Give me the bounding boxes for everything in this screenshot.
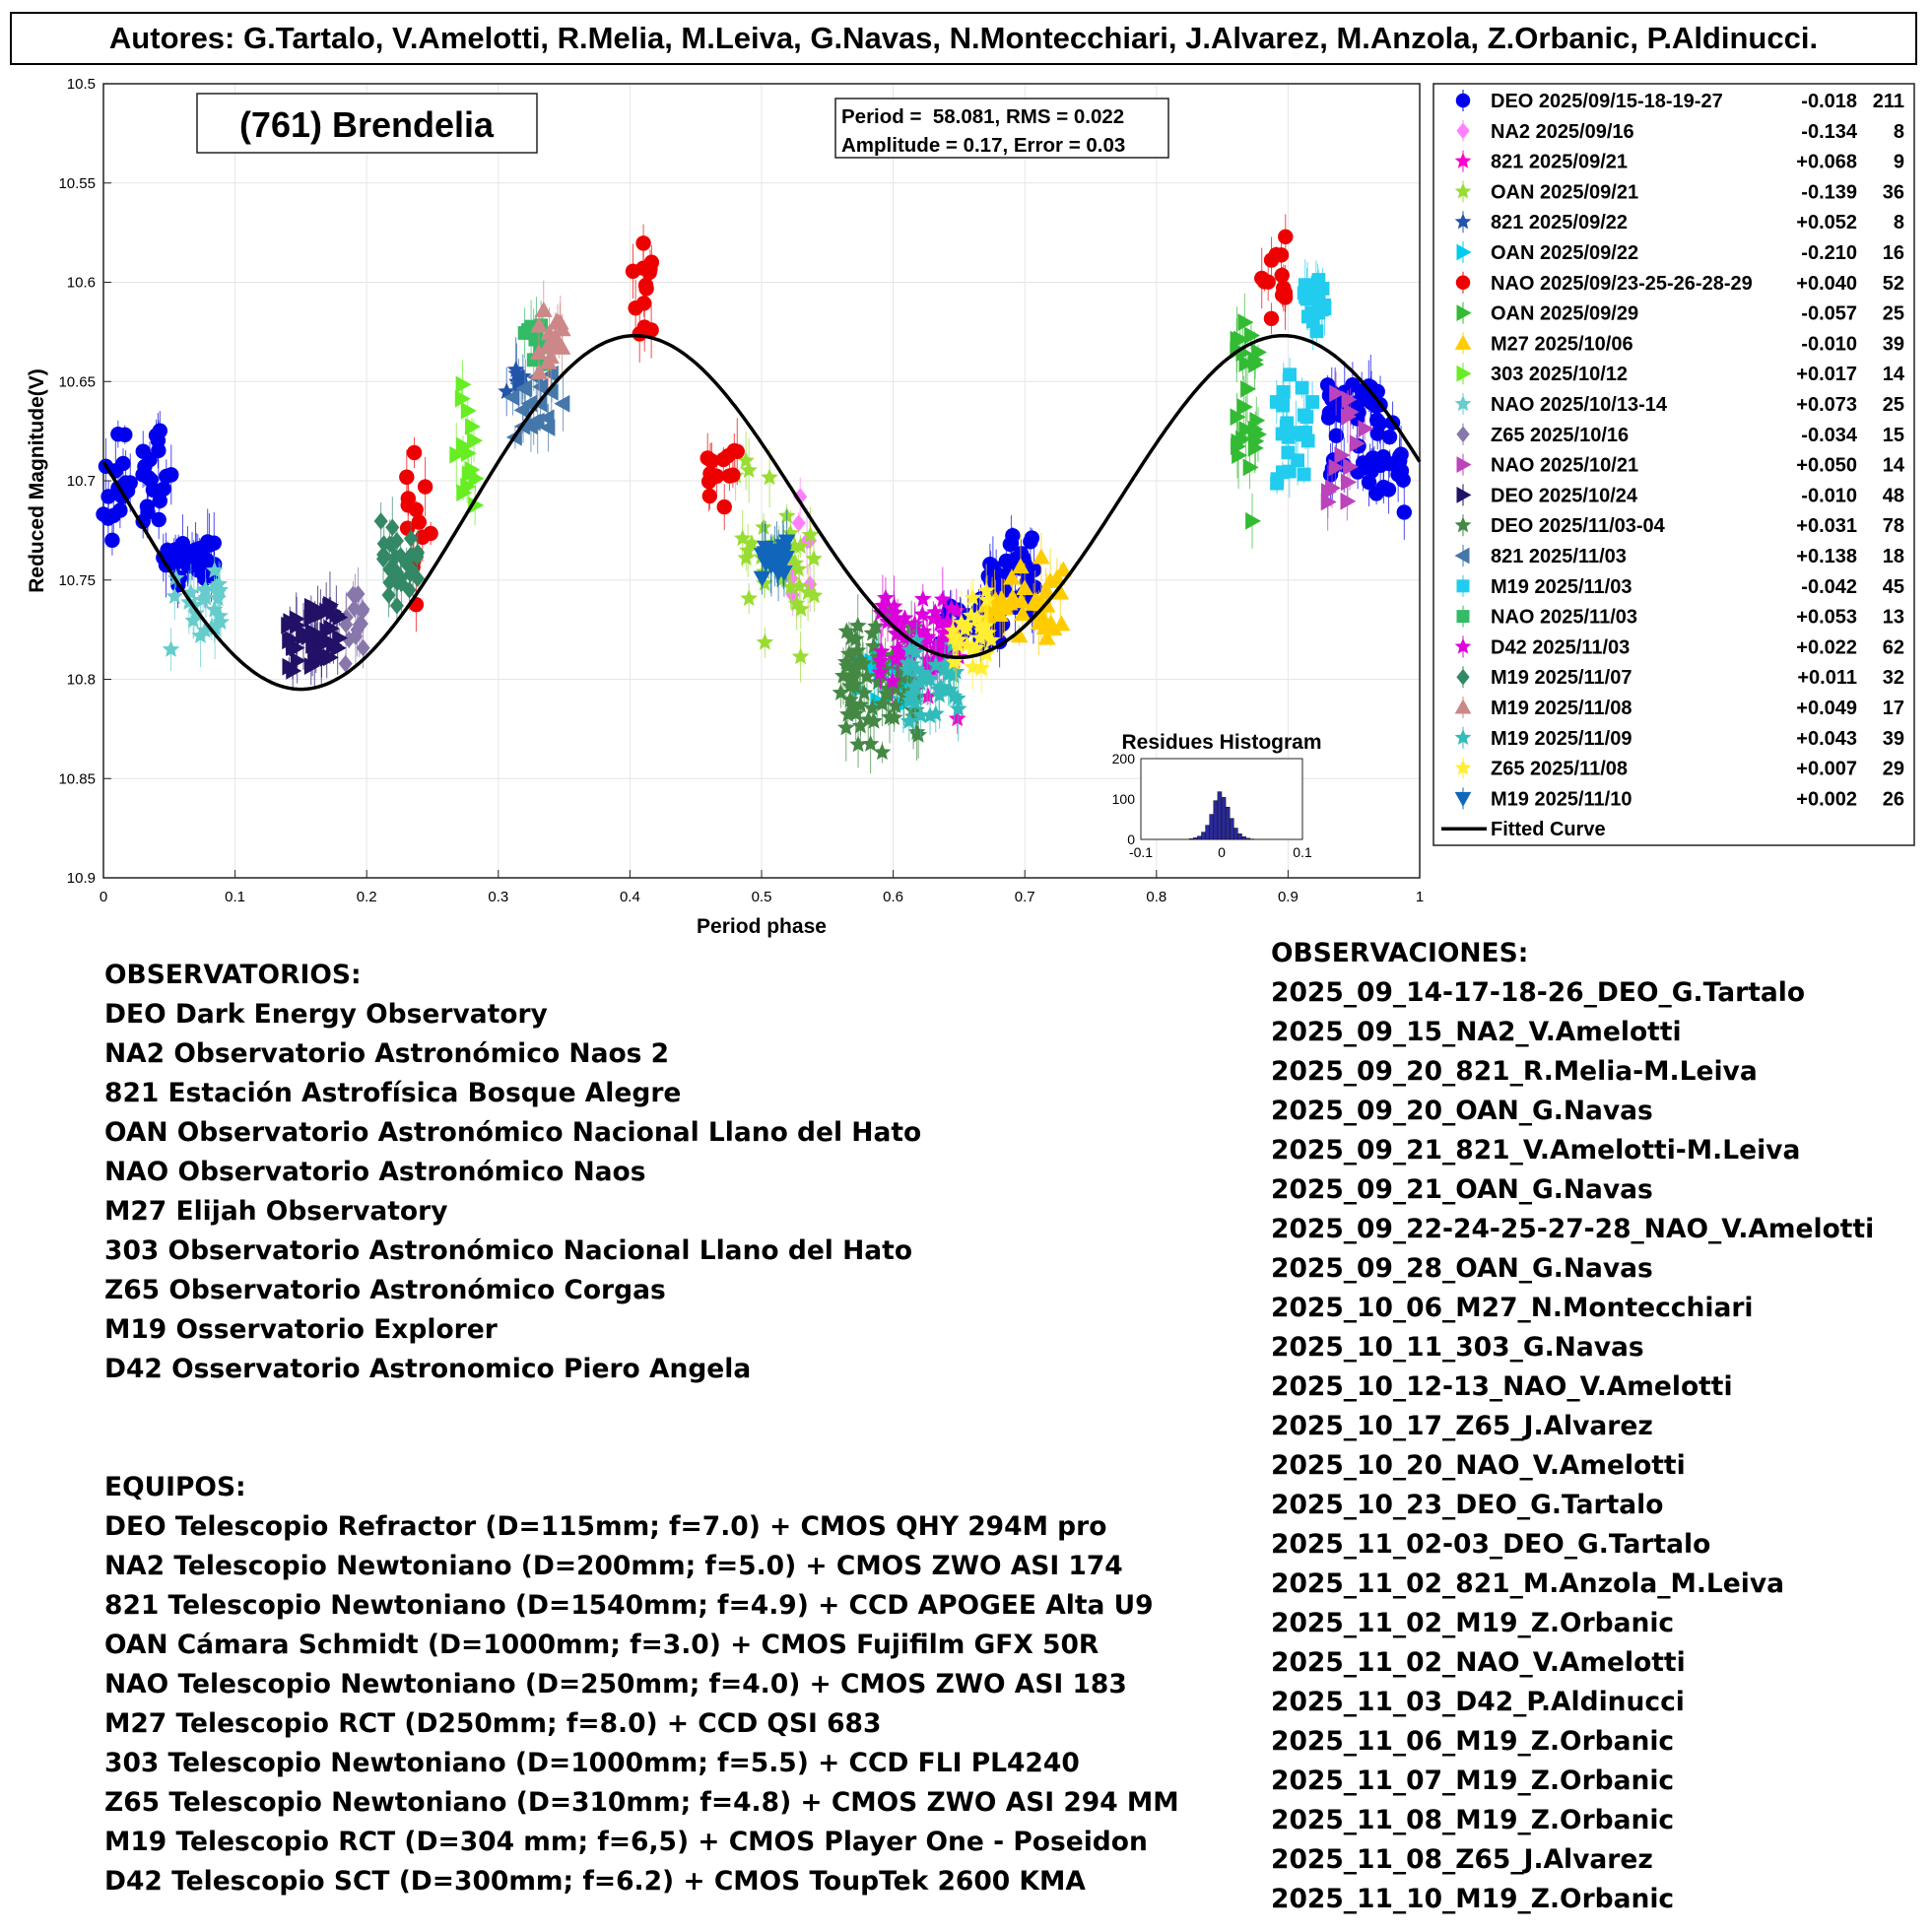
observatorio-item: Z65 Observatorio Astronómico Corgas	[104, 1275, 666, 1305]
legend-offset: -0.042	[1801, 575, 1857, 598]
histogram-bar	[1189, 838, 1193, 839]
legend-label: M19 2025/11/09	[1491, 727, 1632, 750]
data-point	[1306, 396, 1319, 409]
observacion-item: 2025_09_20_OAN_G.Navas	[1271, 1096, 1653, 1126]
legend-label: DEO 2025/11/03-04	[1491, 515, 1665, 538]
observacion-item: 2025_09_14-17-18-26_DEO_G.Tartalo	[1271, 977, 1806, 1008]
observatorio-item: NAO Observatorio Astronómico Naos	[104, 1157, 646, 1187]
data-point	[1279, 230, 1293, 243]
histogram-x-tick: 0	[1218, 844, 1226, 860]
y-tick-label: 10.8	[66, 671, 96, 689]
equipo-item: 821 Telescopio Newtoniano (D=1540mm; f=4.9) + CCD APOGEE Alta U9	[104, 1590, 1154, 1621]
data-point	[160, 469, 173, 483]
observatorios-section	[104, 956, 921, 1389]
data-point	[636, 236, 650, 250]
observacion-item: 2025_10_17_Z65_J.Alvarez	[1271, 1411, 1653, 1441]
y-tick-label: 10.85	[58, 770, 96, 788]
histogram-y-tick: 100	[1111, 791, 1135, 807]
histogram-bar	[1222, 797, 1226, 839]
histogram-bar	[1193, 837, 1197, 839]
histogram-title: Residues Histogram	[1121, 731, 1322, 754]
legend-label: 821 2025/09/21	[1491, 151, 1629, 173]
legend-label: 821 2025/09/22	[1491, 212, 1629, 234]
data-point	[1277, 386, 1290, 399]
histogram-bar	[1246, 838, 1250, 839]
legend-label: DEO 2025/10/24	[1491, 485, 1637, 507]
legend-count: 39	[1882, 333, 1904, 356]
data-point	[1397, 505, 1411, 519]
legend-count: 16	[1882, 242, 1904, 264]
y-tick-label: 10.7	[66, 473, 96, 490]
observacion-item: 2025_11_07_M19_Z.Orbanic	[1271, 1765, 1675, 1796]
x-tick-label: 1	[1415, 889, 1425, 905]
observacion-item: 2025_11_06_M19_Z.Orbanic	[1271, 1726, 1675, 1757]
legend-fit-label: Fitted Curve	[1491, 819, 1606, 841]
data-point	[180, 550, 194, 564]
legend-label: Z65 2025/11/08	[1491, 758, 1629, 780]
observacion-item: 2025_09_21_OAN_G.Navas	[1271, 1174, 1653, 1205]
equipo-item: M19 Telescopio RCT (D=304 mm; f=6,5) + CMOS Player One - Poseidon	[104, 1827, 1148, 1857]
observacion-item: 2025_09_22-24-25-27-28_NAO_V.Amelotti	[1271, 1214, 1875, 1244]
x-axis-label: Period phase	[697, 915, 827, 938]
data-point	[1280, 421, 1293, 433]
legend-label: OAN 2025/09/22	[1491, 242, 1639, 264]
x-tick-label: 0.5	[751, 889, 772, 905]
legend-offset: -0.010	[1801, 333, 1857, 356]
legend-label: M27 2025/10/06	[1491, 333, 1633, 356]
y-tick-label: 10.65	[58, 373, 96, 391]
legend-label: OAN 2025/09/29	[1491, 302, 1639, 325]
observatorio-item: 303 Observatorio Astronómico Nacional Llano del Hato	[104, 1235, 913, 1266]
observatorio-item: 821 Estación Astrofísica Bosque Alegre	[104, 1078, 682, 1108]
x-tick-label: 0.7	[1014, 889, 1035, 905]
legend-offset: -0.034	[1801, 424, 1857, 446]
x-tick-label: 0.3	[488, 889, 509, 905]
legend-count: 15	[1882, 424, 1904, 446]
data-point	[140, 500, 154, 513]
data-point	[1309, 283, 1322, 296]
data-point	[717, 500, 731, 513]
legend-count: 26	[1882, 788, 1904, 811]
data-point	[1396, 473, 1410, 487]
observacion-item: 2025_11_02-03_DEO_G.Tartalo	[1271, 1529, 1711, 1560]
legend-offset: -0.139	[1801, 181, 1857, 204]
observacion-item: 2025_11_02_821_M.Anzola_M.Leiva	[1271, 1568, 1785, 1599]
x-tick-label: 0.2	[356, 889, 377, 905]
equipo-item: M27 Telescopio RCT (D250mm; f=8.0) + CCD QSI 683	[104, 1708, 882, 1739]
observatorio-item: D42 Osservatorio Astronomico Piero Angela	[104, 1354, 752, 1384]
data-point	[1284, 368, 1297, 381]
data-point	[1298, 287, 1310, 300]
legend-count: 17	[1882, 698, 1904, 719]
legend-count: 14	[1882, 364, 1904, 386]
legend-offset: +0.031	[1796, 515, 1857, 538]
data-point	[1369, 413, 1383, 427]
fit-info-line-2: Amplitude = 0.17, Error = 0.03	[841, 134, 1126, 157]
legend-count: 18	[1882, 546, 1904, 567]
observacion-item: 2025_09_15_NA2_V.Amelotti	[1271, 1017, 1682, 1047]
data-point	[466, 419, 480, 434]
equipos-section	[104, 1468, 1179, 1901]
legend-count: 48	[1882, 485, 1904, 507]
legend-label: NAO 2025/10/21	[1491, 454, 1639, 477]
y-tick-label: 10.75	[58, 571, 96, 589]
legend-count: 8	[1893, 212, 1904, 234]
observatorios-heading: OBSERVATORIOS:	[104, 960, 362, 990]
legend-label: D42 2025/11/03	[1491, 636, 1631, 659]
legend-offset: -0.210	[1801, 242, 1857, 264]
data-point	[1264, 311, 1278, 325]
data-point	[118, 428, 132, 441]
data-point	[400, 470, 414, 484]
histogram-y-tick: 0	[1127, 832, 1135, 847]
observacion-item: 2025_10_06_M27_N.Montecchiari	[1271, 1293, 1754, 1323]
legend-marker	[1456, 94, 1470, 107]
legend-count: 25	[1882, 394, 1904, 416]
legend-offset: -0.057	[1801, 302, 1857, 325]
histogram-x-tick: -0.1	[1128, 844, 1154, 860]
legend-offset: -0.018	[1801, 91, 1857, 112]
observacion-item: 2025_11_08_Z65_J.Alvarez	[1271, 1844, 1653, 1875]
data-point	[1261, 275, 1275, 289]
observacion-item: 2025_10_11_303_G.Navas	[1271, 1332, 1644, 1363]
x-tick-label: 0.4	[619, 889, 640, 905]
x-tick-label: 0	[99, 889, 108, 905]
y-tick-label: 10.5	[66, 76, 96, 93]
chart-title: (761) Brendelia	[238, 104, 495, 145]
legend-offset: +0.017	[1796, 364, 1857, 386]
histogram-bar	[1230, 819, 1233, 839]
legend-offset: +0.053	[1796, 606, 1857, 629]
legend-count: 39	[1882, 727, 1904, 750]
legend-count: 78	[1882, 515, 1904, 538]
data-point	[461, 403, 475, 419]
authors-text: Autores: G.Tartalo, V.Amelotti, R.Melia, M.Leiva, G.Navas, N.Montecchiari, J.Alvarez, M.Anzola, Z.Orbanic, P.Aldinucci.	[108, 21, 1819, 55]
observaciones-section	[1271, 934, 1874, 1919]
histogram-bar	[1202, 833, 1206, 839]
y-tick-label: 10.6	[66, 274, 96, 292]
data-point	[792, 515, 805, 531]
equipo-item: 303 Telescopio Newtoniano (D=1000mm; f=5.5) + CCD FLI PL4240	[104, 1748, 1080, 1778]
observatorio-item: M19 Osservatorio Explorer	[104, 1314, 498, 1345]
data-point	[633, 327, 646, 341]
x-tick-label: 0.8	[1146, 889, 1167, 905]
legend-label: DEO 2025/09/15-18-19-27	[1491, 91, 1723, 112]
data-point	[1298, 468, 1310, 481]
data-point	[1275, 268, 1289, 282]
legend-label: M19 2025/11/10	[1491, 788, 1632, 811]
legend-count: 211	[1872, 91, 1904, 112]
observacion-item: 2025_11_10_M19_Z.Orbanic	[1271, 1884, 1675, 1914]
legend-offset: +0.050	[1796, 454, 1857, 477]
y-axis-label: Reduced Magnitude(V)	[26, 368, 48, 593]
data-point	[1298, 409, 1310, 422]
data-point	[401, 492, 415, 505]
histogram-y-tick: 200	[1111, 751, 1135, 766]
histogram-bar	[1197, 836, 1201, 839]
lightcurve-chart	[0, 69, 1932, 938]
data-point	[1274, 248, 1288, 262]
data-point	[382, 587, 395, 603]
data-point	[144, 473, 158, 487]
legend-label: 303 2025/10/12	[1491, 364, 1629, 386]
observacion-item: 2025_10_20_NAO_V.Amelotti	[1271, 1450, 1686, 1481]
data-point	[1277, 281, 1291, 295]
equipo-item: DEO Telescopio Refractor (D=115mm; f=7.0) + CMOS QHY 294M pro	[104, 1511, 1107, 1542]
data-point	[468, 433, 482, 448]
y-tick-label: 10.55	[58, 174, 96, 192]
data-point	[644, 255, 658, 269]
data-point	[629, 300, 642, 314]
equipo-item: OAN Cámara Schmidt (D=1000mm; f=3.0) + CMOS Fujifilm GFX 50R	[104, 1630, 1099, 1660]
legend-offset: +0.138	[1796, 546, 1857, 567]
data-point	[374, 513, 387, 529]
observatorio-item: M27 Elijah Observatory	[104, 1196, 448, 1227]
observacion-item: 2025_10_12-13_NAO_V.Amelotti	[1271, 1371, 1733, 1402]
legend-offset: +0.052	[1796, 212, 1857, 234]
data-point	[152, 443, 166, 457]
data-point	[149, 429, 163, 442]
histogram-bar	[1218, 792, 1222, 839]
data-point	[1246, 513, 1260, 529]
histogram-x-tick: 0.1	[1293, 844, 1312, 860]
data-point	[424, 526, 437, 540]
legend-label: M19 2025/11/08	[1491, 698, 1632, 719]
data-point	[1312, 306, 1325, 319]
fit-info-line-1: Period = 58.081, RMS = 0.022	[841, 105, 1125, 128]
x-tick-label: 0.9	[1277, 889, 1299, 905]
legend-count: 45	[1882, 575, 1904, 598]
legend-label: M19 2025/11/07	[1491, 667, 1632, 690]
data-point	[639, 282, 653, 296]
data-point	[418, 480, 432, 494]
legend-offset: +0.011	[1797, 667, 1857, 690]
legend-label: OAN 2025/09/21	[1491, 181, 1639, 204]
data-point	[412, 515, 426, 529]
data-point	[407, 445, 421, 459]
legend-offset: +0.022	[1796, 636, 1857, 659]
observacion-item: 2025_09_20_821_R.Melia-M.Leiva	[1271, 1056, 1758, 1087]
data-point	[626, 264, 639, 278]
data-point	[152, 512, 166, 526]
data-point	[105, 533, 119, 547]
data-point	[1376, 450, 1390, 464]
legend-count: 62	[1882, 636, 1904, 659]
observatorio-item: NA2 Observatorio Astronómico Naos 2	[104, 1038, 670, 1069]
data-point	[1322, 406, 1336, 420]
legend-offset: +0.002	[1796, 788, 1857, 811]
histogram-bar	[1242, 836, 1246, 839]
x-tick-label: 0.1	[225, 889, 246, 905]
data-point	[726, 468, 740, 482]
legend-label: NA2 2025/09/16	[1491, 120, 1634, 143]
equipo-item: NA2 Telescopio Newtoniano (D=200mm; f=5.0) + CMOS ZWO ASI 174	[104, 1551, 1123, 1581]
legend-count: 8	[1893, 120, 1904, 143]
data-point	[1033, 550, 1049, 564]
histogram-bar	[1226, 807, 1230, 839]
legend-marker	[1456, 276, 1470, 290]
legend-label: 821 2025/11/03	[1491, 546, 1627, 567]
observacion-item: 2025_09_21_821_V.Amelotti-M.Leiva	[1271, 1135, 1801, 1166]
legend-offset: -0.010	[1801, 485, 1857, 507]
data-point	[727, 443, 741, 457]
legend-offset: +0.040	[1796, 272, 1857, 295]
histogram-bar	[1206, 826, 1210, 839]
equipo-item: NAO Telescopio Newtoniano (D=250mm; f=4.0) + CMOS ZWO ASI 183	[104, 1669, 1127, 1699]
observaciones-heading: OBSERVACIONES:	[1271, 938, 1529, 968]
histogram-bar	[1233, 829, 1237, 839]
data-point	[456, 376, 470, 392]
data-point	[1299, 427, 1312, 439]
equipo-item: D42 Telescopio SCT (D=300mm; f=6.2) + CMOS ToupTek 2600 KMA	[104, 1866, 1086, 1897]
legend-label: NAO 2025/09/23-25-26-28-29	[1491, 272, 1753, 295]
legend-label: NAO 2025/10/13-14	[1491, 394, 1668, 416]
data-point	[101, 511, 115, 525]
observacion-item: 2025_11_03_D42_P.Aldinucci	[1271, 1687, 1685, 1717]
legend-count: 25	[1882, 302, 1904, 325]
legend-offset: +0.068	[1796, 151, 1857, 173]
data-point	[709, 469, 723, 483]
legend-offset: +0.049	[1796, 698, 1857, 719]
data-point	[702, 489, 716, 502]
legend-count: 14	[1882, 454, 1904, 477]
observacion-item: 2025_09_28_OAN_G.Navas	[1271, 1253, 1653, 1284]
legend-label: Z65 2025/10/16	[1491, 424, 1630, 446]
legend-marker	[1457, 611, 1469, 623]
data-point	[991, 580, 1005, 594]
equipo-item: Z65 Telescopio Newtoniano (D=310mm; f=4.8) + CMOS ZWO ASI 294 MM	[104, 1787, 1179, 1818]
data-point	[1365, 464, 1378, 478]
equipos-heading: EQUIPOS:	[104, 1472, 246, 1502]
data-point	[1024, 535, 1037, 549]
legend-count: 29	[1882, 758, 1904, 780]
histogram-bar	[1210, 815, 1214, 839]
y-tick-label: 10.9	[66, 870, 96, 887]
histogram-bar	[1237, 833, 1241, 839]
data-point	[1241, 381, 1255, 397]
data-point	[1321, 494, 1335, 509]
legend-count: 36	[1882, 181, 1904, 204]
observacion-item: 2025_11_08_M19_Z.Orbanic	[1271, 1805, 1675, 1835]
legend-offset: -0.134	[1801, 120, 1857, 143]
legend-count: 13	[1882, 606, 1904, 629]
data-point	[1271, 473, 1284, 486]
data-point	[1283, 465, 1296, 478]
legend-count: 32	[1882, 667, 1904, 690]
legend-offset: +0.007	[1796, 758, 1857, 780]
observacion-item: 2025_11_02_M19_Z.Orbanic	[1271, 1608, 1675, 1638]
authors-banner	[10, 12, 1917, 65]
observacion-item: 2025_10_23_DEO_G.Tartalo	[1271, 1490, 1664, 1520]
data-point	[201, 535, 215, 549]
observacion-item: 2025_11_02_NAO_V.Amelotti	[1271, 1647, 1686, 1678]
legend-offset: +0.073	[1796, 394, 1857, 416]
data-point	[1393, 454, 1407, 468]
histogram-bar	[1214, 801, 1218, 839]
observatorio-item: DEO Dark Energy Observatory	[104, 999, 548, 1030]
legend-label: M19 2025/11/03	[1491, 575, 1632, 598]
legend-count: 52	[1882, 272, 1904, 295]
legend-marker	[1457, 580, 1469, 592]
legend-label: NAO 2025/11/03	[1491, 606, 1637, 629]
x-tick-label: 0.6	[883, 889, 904, 905]
legend-offset: +0.043	[1796, 727, 1857, 750]
observatorio-item: OAN Observatorio Astronómico Nacional Llano del Hato	[104, 1117, 922, 1148]
legend-count: 9	[1893, 151, 1904, 173]
data-point	[1014, 547, 1028, 561]
